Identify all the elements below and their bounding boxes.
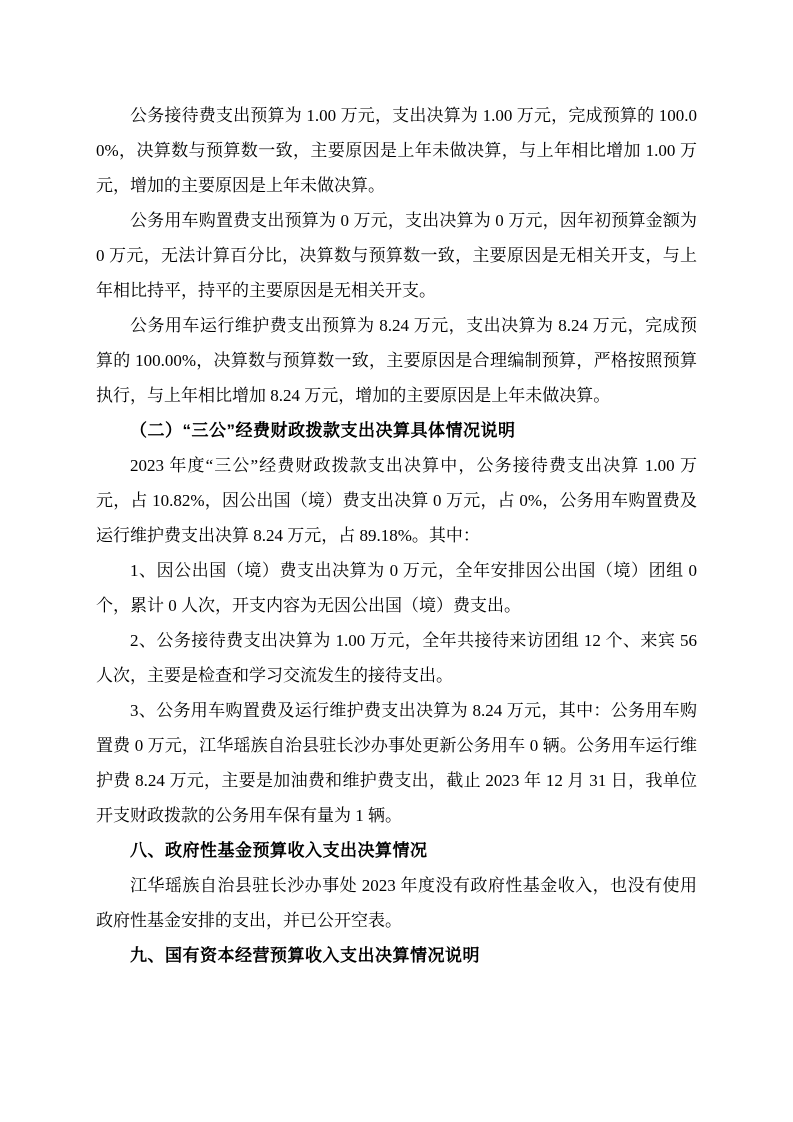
paragraph: 2023 年度“三公”经费财政拨款支出决算中，公务接待费支出决算 1.00 万元，占 10.82%，因公出国（境）费支出决算 0 万元，占 0%，公务用车购置费及运行维护费支出决算 8.24 万元，占 89.18%。其中： <box>96 456 697 545</box>
section-heading: 九、国有资本经营预算收入支出决算情况说明 <box>130 946 480 965</box>
paragraph: 江华瑶族自治县驻长沙办事处 2023 年度没有政府性基金收入，也没有使用政府性基金安排的支出，并已公开空表。 <box>96 876 697 930</box>
document-content <box>96 98 697 973</box>
section-heading: （二）“三公”经费财政拨款支出决算具体情况说明 <box>130 421 516 440</box>
paragraph: 公务用车运行维护费支出预算为 8.24 万元，支出决算为 8.24 万元，完成预算的 100.00%，决算数与预算数一致，主要原因是合理编制预算，严格按照预算执行，与上年相比增加 8.24 万元，增加的主要原因是上年未做决算。 <box>96 316 697 405</box>
paragraph: 2、公务接待费支出决算为 1.00 万元，全年共接待来访团组 12 个、来宾 56 人次，主要是检查和学习交流发生的接待支出。 <box>96 631 697 685</box>
paragraph: 公务用车购置费支出预算为 0 万元，支出决算为 0 万元，因年初预算金额为 0 万元，无法计算百分比，决算数与预算数一致，主要原因是无相关开支，与上年相比持平，持平的主要原因是无相关开支。 <box>96 211 697 300</box>
section-heading: 八、政府性基金预算收入支出决算情况 <box>130 841 428 860</box>
paragraph: 公务接待费支出预算为 1.00 万元，支出决算为 1.00 万元，完成预算的 100.00%，决算数与预算数一致，主要原因是上年未做决算，与上年相比增加 1.00 万元，增加的主要原因是上年未做决算。 <box>96 106 697 195</box>
paragraph: 3、公务用车购置费及运行维护费支出决算为 8.24 万元，其中：公务用车购置费 0 万元，江华瑶族自治县驻长沙办事处更新公务用车 0 辆。公务用车运行维护费 8.24 万元，主要是加油费和维护费支出，截止 2023 年 12 月 31 日，我单位开支财政拨款的公务用车保有量为 1 辆。 <box>96 701 697 825</box>
paragraph: 1、因公出国（境）费支出决算为 0 万元，全年安排因公出国（境）团组 0 个，累计 0 人次，开支内容为无因公出国（境）费支出。 <box>96 561 697 615</box>
